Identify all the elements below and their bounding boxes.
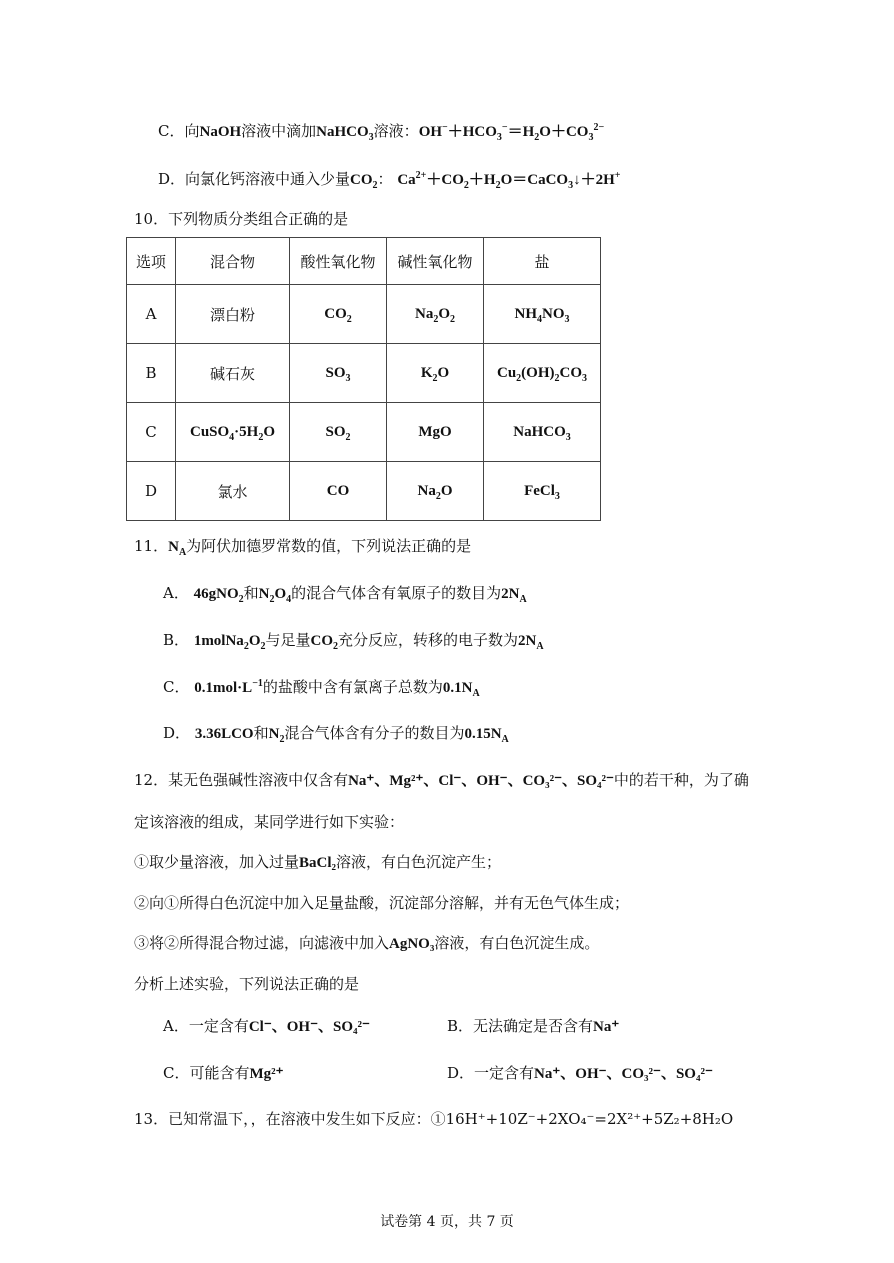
salt-cell: $Cu_2(OH)_2CO_3$ — [484, 344, 601, 403]
option-cell: B — [127, 344, 176, 403]
basic-oxide-cell: $Na_2O$ — [387, 462, 484, 521]
q12-option-b: B．无法确定是否含有Na⁺ — [447, 1017, 620, 1035]
q12-option-c: C．可能含有Mg²⁺ — [163, 1064, 284, 1082]
q11-option-a: A． 46gNO$_2$和$N_2O_4$的混合气体含有氧原子的数目为$2N_A$ — [163, 584, 527, 605]
q9-option-d: D．向氯化钙溶液中通入少量$CO_2$： $Ca^{2+}+CO_2+H_2O=CaCO_3↓+2H^+$ — [158, 170, 621, 191]
acidic-oxide-cell: $SO_2$ — [290, 403, 387, 462]
table-row — [127, 462, 601, 521]
header-cell: 碱性氧化物 — [387, 238, 484, 285]
q11-option-d: D． 3.36LCO和$N_2$混合气体含有分子的数目为$0.15N_A$ — [163, 724, 509, 745]
option-cell: D — [127, 462, 176, 521]
salt-cell: NaHCO$_3$ — [484, 403, 601, 462]
q13-stem: 13．已知常温下，，在溶液中发生如下反应：①16H⁺+10Z⁻+2XO₄⁻=2X²⁺+5Z₂+8H₂O — [134, 1110, 734, 1128]
mixture-cell: 漂白粉 — [176, 285, 290, 344]
q12-option-d: D．一定含有Na⁺、OH⁻、CO₃²⁻、SO₄²⁻ — [447, 1064, 713, 1082]
acidic-oxide-cell: CO — [290, 462, 387, 521]
salt-cell: FeCl$_3$ — [484, 462, 601, 521]
header-cell: 选项 — [127, 238, 176, 285]
mixture-cell: 碱石灰 — [176, 344, 290, 403]
q11-option-c: C． $0.1mol\cdot L^{-1}$的盐酸中含有氯离子总数为$0.1N_A$ — [163, 678, 480, 699]
header-cell: 混合物 — [176, 238, 290, 285]
q12-step-1: ①取少量溶液，加入过量BaCl₂溶液，有白色沉淀产生； — [134, 853, 502, 871]
q12-analysis: 分析上述实验，下列说法正确的是 — [134, 975, 360, 993]
table-header-row — [127, 238, 601, 285]
q12-stem-line2: 定该溶液的组成，某同学进行如下实验： — [134, 813, 405, 831]
salt-cell: $NH_4NO_3$ — [484, 285, 601, 344]
basic-oxide-cell: $Na_2O_2$ — [387, 285, 484, 344]
q10-stem: 10．下列物质分类组合正确的是 — [134, 210, 349, 228]
q12-option-a: A．一定含有Cl⁻、OH⁻、SO₄²⁻ — [163, 1017, 370, 1035]
header-cell: 酸性氧化物 — [290, 238, 387, 285]
q11-option-b: B． $1molNa_2O_2$与足量$CO_2$充分反应，转移的电子数为$2N_A$ — [163, 631, 544, 652]
header-cell: 盐 — [484, 238, 601, 285]
mixture-cell: 氯水 — [176, 462, 290, 521]
acidic-oxide-cell: $CO_2$ — [290, 285, 387, 344]
option-cell: A — [127, 285, 176, 344]
table-row — [127, 285, 601, 344]
q11-stem: 11．$N_A$为阿伏加德罗常数的值，下列说法正确的是 — [134, 537, 472, 558]
table-row — [127, 403, 601, 462]
q12-stem-line1: 12．某无色强碱性溶液中仅含有Na⁺、Mg²⁺、Cl⁻、OH⁻、CO₃²⁻、SO₄²⁻中的若干种，为了确 — [134, 771, 749, 789]
q12-step-3: ③将②所得混合物过滤，向滤液中加入AgNO₃溶液，有白色沉淀生成。 — [134, 934, 600, 952]
basic-oxide-cell: $K_2O$ — [387, 344, 484, 403]
option-cell: C — [127, 403, 176, 462]
q9-option-c: C．向NaOH溶液中滴加NaHCO$_3$溶液：$OH^-+HCO_3^-=H_2O+CO_3^{2-}$ — [158, 122, 605, 143]
table-row — [127, 344, 601, 403]
page-footer: 试卷第 4 页，共 7 页 — [380, 1214, 514, 1230]
q10-classification-table — [126, 237, 601, 521]
mixture-cell: $CuSO_4\cdot 5H_2O$ — [176, 403, 290, 462]
acidic-oxide-cell: $SO_3$ — [290, 344, 387, 403]
basic-oxide-cell: MgO — [387, 403, 484, 462]
q12-step-2: ②向①所得白色沉淀中加入足量盐酸，沉淀部分溶解，并有无色气体生成； — [134, 894, 630, 912]
